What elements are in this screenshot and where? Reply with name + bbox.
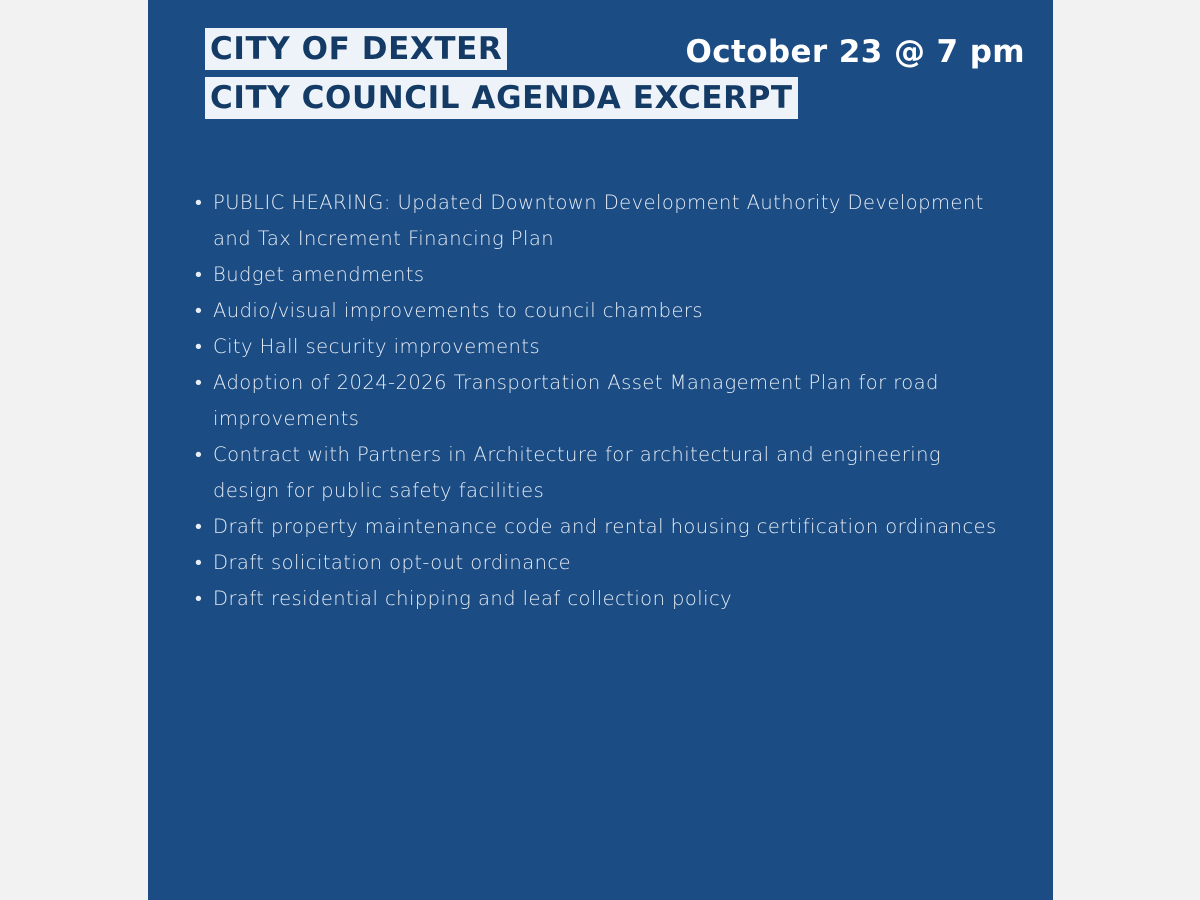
list-item — [195, 437, 1005, 509]
list-item — [195, 581, 1005, 617]
list-item-label: Contract with Partners in Architecture for architectural and engineering design for public safety facilities — [213, 443, 942, 502]
bullet-icon: • — [195, 371, 203, 394]
list-item-label: Draft property maintenance code and rental housing certification ordinances — [213, 515, 997, 538]
list-item-label: City Hall security improvements — [213, 335, 541, 358]
title-line-agenda: CITY COUNCIL AGENDA EXCERPT — [205, 77, 798, 119]
bullet-icon: • — [195, 299, 203, 322]
bullet-icon: • — [195, 587, 203, 610]
list-item-label: Adoption of 2024-2026 Transportation Asset Management Plan for road improvements — [213, 371, 939, 430]
agenda-list — [195, 185, 1005, 617]
bullet-icon: • — [195, 515, 203, 538]
bullet-icon: • — [195, 335, 203, 358]
list-item-label: Budget amendments — [213, 263, 425, 286]
list-item — [195, 545, 1005, 581]
list-item — [195, 329, 1005, 365]
bullet-icon: • — [195, 443, 203, 466]
bullet-icon: • — [195, 191, 203, 214]
list-item — [195, 257, 1005, 293]
card-header — [148, 0, 1053, 150]
list-item — [195, 293, 1005, 329]
list-item — [195, 365, 1005, 437]
list-item-label: PUBLIC HEARING: Updated Downtown Development Authority Development and Tax Increment Financing Plan — [213, 191, 984, 250]
bullet-icon: • — [195, 263, 203, 286]
meeting-date: October 23 @ 7 pm — [685, 34, 1025, 70]
list-item-label: Draft solicitation opt-out ordinance — [213, 551, 572, 574]
agenda-card — [148, 0, 1053, 900]
list-item-label: Audio/visual improvements to council chambers — [213, 299, 703, 322]
title-line-city: CITY OF DEXTER — [205, 28, 507, 70]
list-item-label: Draft residential chipping and leaf collection policy — [213, 587, 733, 610]
list-item — [195, 185, 1005, 257]
list-item — [195, 509, 1005, 545]
bullet-icon: • — [195, 551, 203, 574]
